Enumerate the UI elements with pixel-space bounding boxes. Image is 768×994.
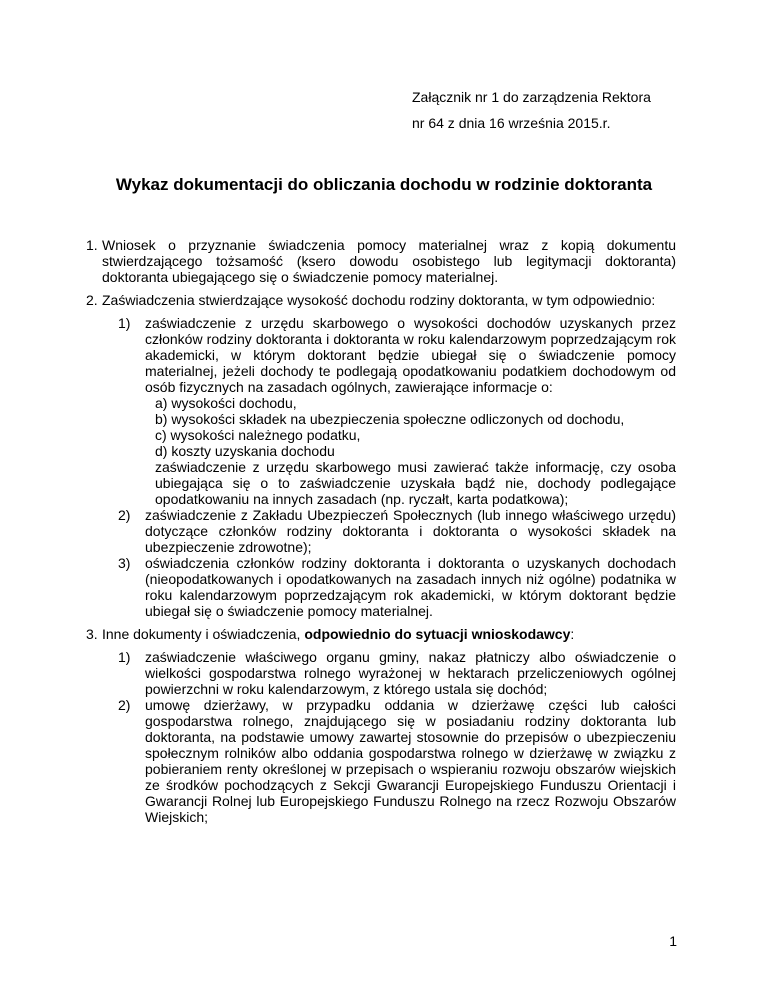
- sublist-item: [118, 697, 676, 825]
- letter-item: c) wysokości należnego podatku,: [155, 427, 361, 443]
- header-line-2: nr 64 z dnia 16 września 2015.r.: [412, 115, 611, 131]
- subitem-number: 3): [118, 555, 131, 571]
- list-item-1: [86, 237, 676, 285]
- subitem-text: zaświadczenie z Zakładu Ubezpieczeń Społecznych (lub innego właściwego urzędu) dotyczące członków rodziny doktoranta i doktoranta o wysokości składek na ubezpieczenie zdrowotne);: [145, 507, 676, 555]
- letter-item: b) wysokości składek na ubezpieczenia społeczne odliczonych od dochodu,: [155, 411, 625, 427]
- item-number: 3.: [86, 626, 98, 642]
- list-item-3: [86, 626, 676, 825]
- document-title: Wykaz dokumentacji do obliczania dochodu w rodzinie doktoranta: [115, 175, 653, 194]
- item-number: 1.: [86, 237, 98, 253]
- letter-item: d) koszty uzyskania dochodu: [155, 443, 335, 459]
- subitem-number: 1): [118, 649, 131, 665]
- sublist: [102, 649, 676, 825]
- sublist-item: [118, 315, 676, 507]
- letter-list: [145, 395, 676, 459]
- subitem-number: 2): [118, 507, 131, 523]
- subitem-number: 1): [118, 315, 131, 331]
- item-text-bold: odpowiednio do sytuacji wnioskodawcy: [304, 626, 571, 642]
- sublist: [102, 315, 676, 619]
- sublist-item: [118, 649, 676, 697]
- subitem-number: 2): [118, 697, 131, 713]
- page-number: 1: [669, 933, 677, 949]
- item-text: Wniosek o przyznanie świadczenia pomocy materialnej wraz z kopią dokumentu stwierdzającego tożsamość (ksero dowodu osobistego lub legitymacji doktoranta) doktoranta ubiegającego się o świadczenie pomocy materialnej.: [102, 237, 676, 285]
- attachment-header: [412, 84, 651, 136]
- sublist-item: [118, 507, 676, 555]
- list-item-2: [86, 292, 676, 619]
- header-line-1: Załącznik nr 1 do zarządzenia Rektora: [412, 89, 651, 105]
- letter-item: a) wysokości dochodu,: [155, 395, 297, 411]
- subitem-text: oświadczenia członków rodziny doktoranta i doktoranta o uzyskanych dochodach (nieopodatkowanych i opodatkowanych na zasadach innych niż ogólne) podatnika w roku kalendarzowym poprzedzającym rok akademicki, w którym doktorant będzie ubiegał się o świadczenie pomocy materialnej.: [145, 555, 676, 619]
- document-body: [86, 237, 676, 825]
- sublist-item: [118, 555, 676, 619]
- subitem-text: zaświadczenie właściwego organu gminy, nakaz płatniczy albo oświadczenie o wielkości gospodarstwa rolnego wyrażonej w hektarach przeliczeniowych ogólnej powierzchni w roku kalendarzowym, z którego ustala się dochód;: [145, 649, 676, 697]
- item-text-after: :: [570, 626, 575, 642]
- subitem-text: umowę dzierżawy, w przypadku oddania w dzierżawę części lub całości gospodarstwa rolnego, znajdującego się w posiadaniu rodziny doktoranta lub doktoranta, na podstawie umowy zawartej stosownie do przepisów o ubezpieczeniu społecznym rolników albo oddania gospodarstwa rolnego w dzierżawę w związku z pobieraniem renty określonej w przepisach o wspieraniu rozwoju obszarów wiejskich ze środków pochodzących z Sekcji Gwarancji Europejskiego Funduszu Orientacji i Gwarancji Rolnej lub Europejskiego Funduszu Rolnego na rzecz Rozwoju Obszarów Wiejskich;: [145, 697, 676, 825]
- item-text: Zaświadczenia stwierdzające wysokość dochodu rodziny doktoranta, w tym odpowiednio:: [102, 292, 656, 308]
- subitem-note: zaświadczenie z urzędu skarbowego musi zawierać także informację, czy osoba ubiegająca się o to zaświadczenie uzyskała bądź nie, dochody podlegające opodatkowaniu na innych zasadach (np. ryczałt, karta podatkowa);: [155, 459, 676, 507]
- subitem-text: zaświadczenie z urzędu skarbowego o wysokości dochodów uzyskanych przez członków rodziny doktoranta i doktoranta w roku kalendarzowym poprzedzającym rok akademicki, w którym doktorant będzie ubiegał się o świadczenie pomocy materialnej, jeżeli dochody te podlegają opodatkowaniu podatkiem dochodowym od osób fizycznych na zasadach ogólnych, zawierające informacje o:: [145, 315, 676, 395]
- item-number: 2.: [86, 292, 98, 308]
- item-text-before: Inne dokumenty i oświadczenia,: [102, 626, 305, 642]
